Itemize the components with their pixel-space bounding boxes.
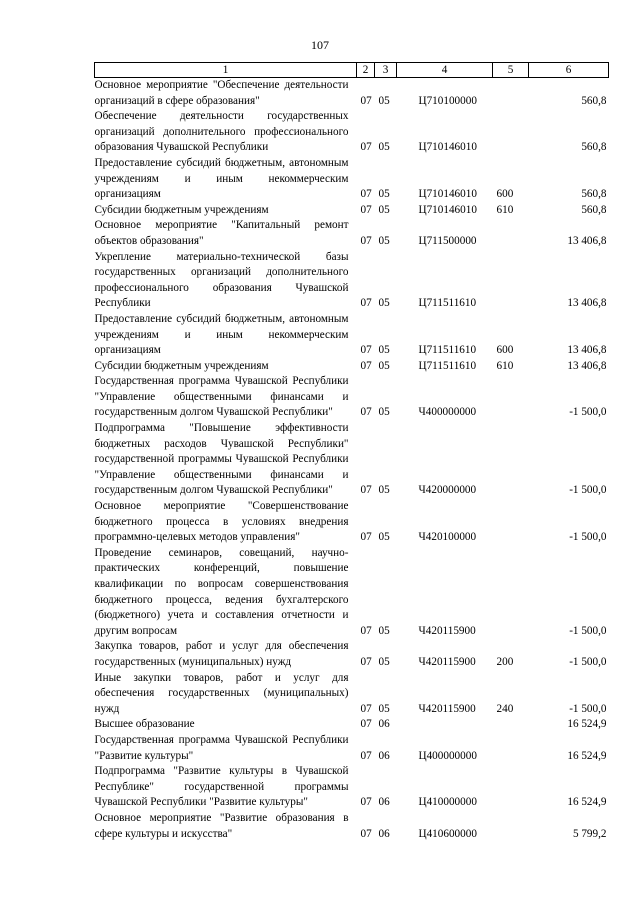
row-target-code: Ч400000000 — [418, 406, 477, 419]
row-section: 07 — [360, 344, 372, 357]
row-target-code: Ч420115900 — [418, 655, 476, 668]
col-header-6: 6 — [529, 63, 609, 78]
row-name: Подпрограмма "Развитие культуры в Чувашской Республике" государственной программы Чувашской Республики "Развитие культуры" — [94, 765, 349, 809]
table-row — [95, 671, 609, 718]
row-expense-type: 600 — [496, 344, 514, 357]
row-name: Укрепление материально-технической базы государственных организаций дополнительного профессионального образования Чувашской Республики — [94, 250, 349, 310]
row-name: Иные закупки товаров, работ и услуг для обеспечения государственных (муниципальных) нужд — [94, 671, 349, 715]
row-amount: 560,8 — [581, 203, 607, 216]
row-target-code: Ч420000000 — [418, 484, 477, 497]
row-expense-type — [493, 733, 529, 764]
row-subsection: 05 — [378, 188, 390, 201]
row-target-code: Ц711511610 — [418, 297, 477, 310]
table-row — [95, 109, 609, 156]
table-row — [95, 359, 609, 375]
row-subsection: 06 — [378, 796, 390, 809]
row-name: Высшее образование — [94, 718, 195, 731]
row-expense-type — [493, 250, 529, 312]
row-name: Основное мероприятие "Капитальный ремонт объектов образования" — [94, 219, 349, 247]
table-row — [95, 717, 609, 733]
row-amount: -1 500,0 — [569, 484, 607, 497]
row-subsection: 06 — [378, 827, 390, 840]
row-target-code: Ц710146010 — [418, 141, 477, 154]
row-expense-type — [493, 374, 529, 421]
row-expense-type — [493, 717, 529, 733]
row-subsection: 05 — [378, 406, 390, 419]
row-name: Подпрограмма "Повышение эффективности бюджетных расходов Чувашской Республики" государственной программы Чувашской Республики "Управление общественными финансами и государственным долгом Чувашской Республики" — [94, 422, 349, 497]
table-row — [95, 421, 609, 499]
row-section: 07 — [360, 359, 372, 372]
table-row — [95, 250, 609, 312]
page-number: 107 — [311, 38, 329, 52]
table-row — [95, 764, 609, 811]
row-section: 07 — [360, 531, 372, 544]
row-amount: -1 500,0 — [569, 655, 607, 668]
row-target-code: Ц410600000 — [418, 827, 477, 840]
row-expense-type: 240 — [496, 702, 514, 715]
row-section: 07 — [360, 234, 372, 247]
row-name: Основное мероприятие "Развитие образования в сфере культуры и искусства" — [94, 811, 349, 840]
row-expense-type — [493, 764, 529, 811]
row-name: Предоставление субсидий бюджетным, автономным учреждениям и иным некоммерческим организациям — [94, 312, 349, 357]
table-row — [95, 312, 609, 359]
row-expense-type — [493, 218, 529, 249]
row-expense-type — [493, 78, 529, 110]
row-expense-type — [493, 109, 529, 156]
row-section: 07 — [360, 718, 372, 731]
row-section: 07 — [360, 749, 372, 762]
table-row — [95, 374, 609, 421]
row-target-code: Ч420115900 — [418, 702, 476, 715]
table-row — [95, 156, 609, 203]
row-amount: 16 524,9 — [567, 718, 607, 731]
row-amount: 16 524,9 — [567, 749, 607, 762]
row-subsection: 05 — [378, 203, 390, 216]
row-section: 07 — [360, 141, 372, 154]
table-row — [95, 499, 609, 546]
row-section: 07 — [360, 702, 372, 715]
row-amount: 13 406,8 — [567, 344, 607, 357]
row-section: 07 — [360, 827, 372, 840]
col-header-4: 4 — [397, 63, 493, 78]
row-section: 07 — [360, 796, 372, 809]
col-header-5: 5 — [493, 63, 529, 78]
row-expense-type — [493, 499, 529, 546]
row-section: 07 — [360, 203, 372, 216]
row-section: 07 — [360, 94, 372, 107]
row-subsection: 05 — [378, 702, 390, 715]
row-target-code — [397, 717, 493, 733]
row-section: 07 — [360, 406, 372, 419]
header-row — [95, 63, 609, 78]
col-header-1: 1 — [95, 63, 357, 78]
row-target-code: Ц400000000 — [418, 749, 477, 762]
row-section: 07 — [360, 297, 372, 310]
row-subsection: 05 — [378, 359, 390, 372]
row-expense-type: 610 — [496, 203, 514, 216]
row-section: 07 — [360, 188, 372, 201]
row-name: Закупка товаров, работ и услуг для обеспечения государственных (муниципальных) нужд — [94, 640, 349, 668]
row-subsection: 05 — [378, 655, 390, 668]
row-amount: 560,8 — [581, 94, 607, 107]
row-amount: 13 406,8 — [567, 297, 607, 310]
row-name: Предоставление субсидий бюджетным, автономным учреждениям и иным некоммерческим организациям — [94, 156, 349, 201]
row-subsection: 06 — [378, 718, 390, 731]
row-section: 07 — [360, 624, 372, 637]
row-target-code: Ц711511610 — [418, 344, 477, 357]
col-header-3: 3 — [375, 63, 397, 78]
row-target-code: Ч420100000 — [418, 531, 477, 544]
row-target-code: Ц711511610 — [418, 359, 477, 372]
table-row — [95, 218, 609, 249]
row-name: Государственная программа Чувашской Республики "Управление общественными финансами и государственным долгом Чувашской Республики" — [94, 375, 349, 419]
row-expense-type — [493, 546, 529, 640]
row-subsection: 05 — [378, 141, 390, 154]
row-name: Основное мероприятие "Обеспечение деятельности организаций в сфере образования" — [94, 79, 349, 107]
row-expense-type: 200 — [496, 655, 514, 668]
row-target-code: Ц711500000 — [418, 234, 477, 247]
row-name: Проведение семинаров, совещаний, научно-практических конференций, повышение квалификации по вопросам совершенствования бюджетного процесса, ведения бухгалтерского (бюджетного) учета и составления отчетности и другим вопросам — [94, 546, 349, 637]
row-amount: -1 500,0 — [569, 702, 607, 715]
row-subsection: 05 — [378, 624, 390, 637]
table-row — [95, 546, 609, 640]
row-name: Государственная программа Чувашской Республики "Развитие культуры" — [94, 733, 349, 762]
table-row — [95, 733, 609, 764]
row-target-code: Ц710146010 — [418, 203, 477, 216]
row-name: Субсидии бюджетным учреждениям — [94, 359, 269, 372]
row-subsection: 05 — [378, 344, 390, 357]
table-row — [95, 203, 609, 219]
row-name: Основное мероприятие "Совершенствование бюджетного процесса в условиях внедрения программно-целевых методов управления" — [94, 500, 349, 544]
row-subsection: 05 — [378, 297, 390, 310]
row-name: Субсидии бюджетным учреждениям — [94, 203, 269, 216]
row-amount: -1 500,0 — [569, 531, 607, 544]
row-amount: 560,8 — [581, 141, 607, 154]
row-subsection: 05 — [378, 94, 390, 107]
row-target-code: Ц710146010 — [418, 188, 477, 201]
col-header-2: 2 — [357, 63, 375, 78]
budget-table — [94, 62, 609, 842]
row-subsection: 05 — [378, 484, 390, 497]
table-body — [95, 78, 609, 843]
row-subsection: 05 — [378, 234, 390, 247]
row-amount: -1 500,0 — [569, 624, 607, 637]
row-amount: -1 500,0 — [569, 406, 607, 419]
row-expense-type — [493, 421, 529, 499]
row-amount: 13 406,8 — [567, 234, 607, 247]
table-row — [95, 811, 609, 842]
row-amount: 16 524,9 — [567, 796, 607, 809]
row-expense-type: 610 — [496, 359, 514, 372]
row-target-code: Ц410000000 — [418, 796, 477, 809]
row-expense-type: 600 — [496, 188, 514, 201]
row-amount: 13 406,8 — [567, 359, 607, 372]
row-target-code: Ц710100000 — [418, 94, 477, 107]
row-subsection: 05 — [378, 531, 390, 544]
table-row — [95, 78, 609, 110]
row-amount: 5 799,2 — [572, 827, 607, 840]
row-subsection: 06 — [378, 749, 390, 762]
row-section: 07 — [360, 655, 372, 668]
table-row — [95, 639, 609, 670]
row-name: Обеспечение деятельности государственных организаций дополнительного профессионального образования Чувашской Республики — [94, 110, 349, 154]
row-expense-type — [493, 811, 529, 842]
row-section: 07 — [360, 484, 372, 497]
row-amount: 560,8 — [581, 188, 607, 201]
row-target-code: Ч420115900 — [418, 624, 476, 637]
